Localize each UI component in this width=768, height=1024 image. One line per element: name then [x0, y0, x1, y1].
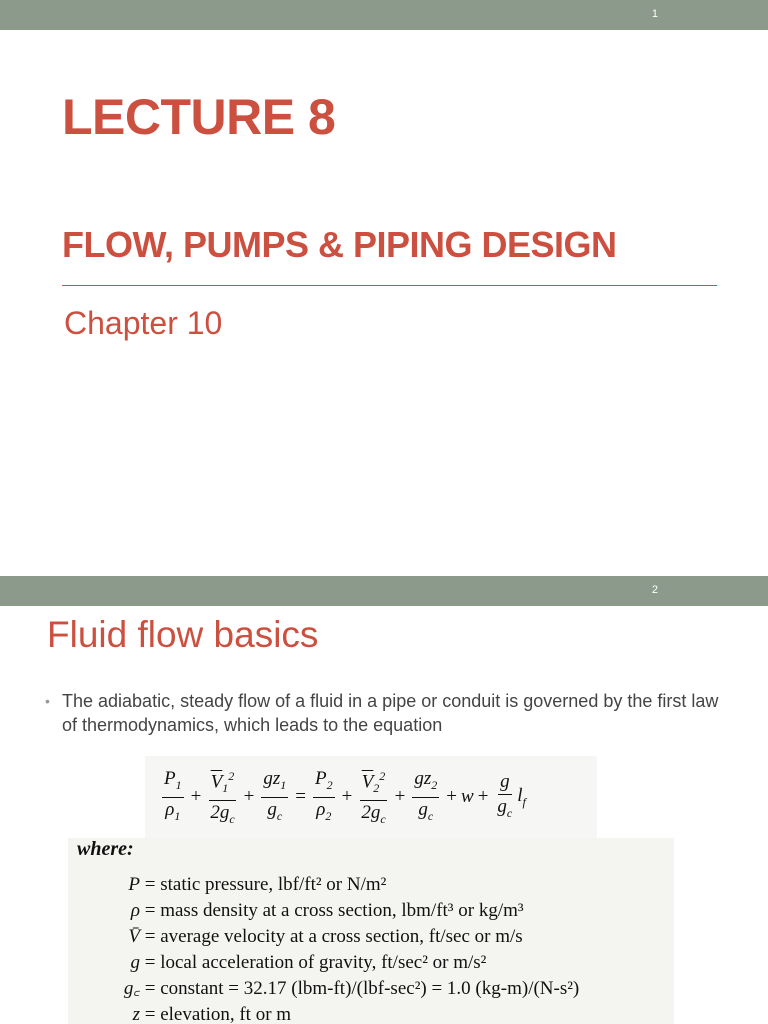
bullet-text: The adiabatic, steady flow of a fluid in a pipe or conduit is governed by the first law of thermodynamics, which leads to the equation	[62, 691, 719, 735]
bullet-item	[45, 689, 725, 737]
lecture-subtitle: FLOW, PUMPS & PIPING DESIGN	[62, 224, 617, 265]
definition-row: V̄ = average velocity at a cross section, ft/sec or m/s	[128, 926, 523, 947]
equation-image	[145, 756, 597, 838]
slide-2	[0, 576, 768, 1024]
definition-row: P = static pressure, lbf/ft² or N/m²	[128, 874, 387, 895]
definition-row: z = elevation, ft or m	[132, 1004, 292, 1024]
definition-row: g = local acceleration of gravity, ft/sec² or m/s²	[130, 952, 487, 973]
title-divider	[62, 285, 717, 286]
slide-title: Fluid flow basics	[47, 614, 319, 655]
definition-row: g꜀ = constant = 32.17 (lbm-ft)/(lbf-sec²) = 1.0 (kg-m)/(N-s²)	[123, 978, 580, 999]
energy-equation: $\frac{P_1}{\rho_1}$ + $\frac{\overline{V}_1^2}{2g_c}$ + $\frac{gz_1}{g_c}$ = $\frac{P_2}{\rho_2}$ + $\frac{\overline{V}_2^2}{2g_c}$ + $\frac{gz_2}{g_c}$ + w + $\frac{g}{g_c}$ $l_f$	[159, 764, 526, 831]
chapter-label: Chapter 10	[64, 305, 223, 341]
definition-list	[110, 872, 579, 1024]
definition-row: ρ = mass density at a cross section, lbm/ft³ or kg/m³	[130, 900, 524, 921]
definitions-image	[68, 838, 674, 1024]
slide-header-bar	[0, 576, 768, 606]
lecture-title: LECTURE 8	[62, 89, 336, 145]
bullet-icon: •	[45, 693, 50, 709]
slide-number: 1	[651, 8, 658, 20]
slide-number: 2	[651, 584, 658, 596]
slide-header-bar	[0, 0, 768, 30]
where-label: where:	[77, 838, 134, 860]
